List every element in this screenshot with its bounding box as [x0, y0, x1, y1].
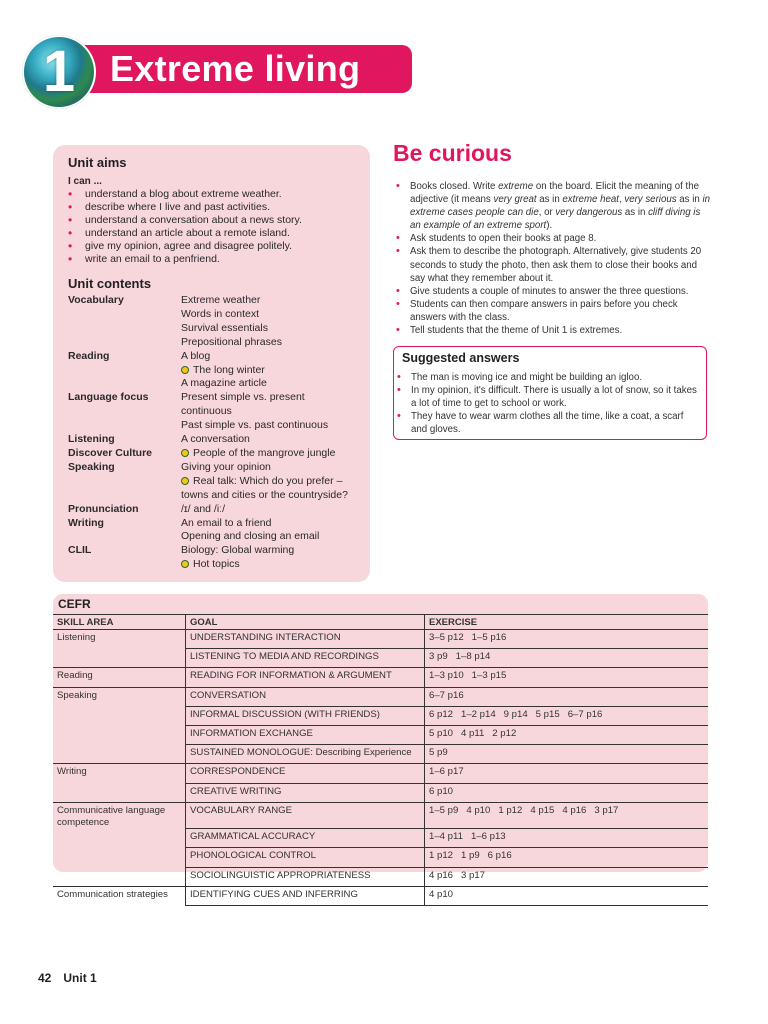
contents-value-text: A magazine article [181, 377, 267, 390]
table-header-row [53, 615, 708, 630]
contents-row [68, 517, 368, 531]
contents-value-text: Survival essentials [181, 321, 268, 334]
unit-aims-panel [53, 145, 370, 582]
cell-goal: READING FOR INFORMATION & ARGUMENT [186, 668, 425, 687]
contents-label [68, 475, 181, 489]
cell-exercise: 1–5 p9 4 p10 1 p12 4 p15 4 p16 3 p17 [425, 802, 709, 829]
list-item: • understand an article about a remote island. [68, 227, 302, 240]
list-item: • Students can then compare answers in pairs before you check answers with the class. [393, 298, 711, 324]
footer-unit-label: Unit 1 [63, 971, 97, 985]
suggested-answers-list [394, 371, 699, 436]
cell-exercise: 3–5 p12 1–5 p16 [425, 630, 709, 649]
contents-row [68, 447, 368, 461]
cell-skill-area [53, 649, 186, 668]
contents-label [68, 364, 181, 378]
cell-exercise: 6 p12 1–2 p14 9 p14 5 p15 6–7 p16 [425, 706, 709, 725]
cell-exercise: 6–7 p16 [425, 687, 709, 706]
contents-label [68, 322, 181, 336]
cell-skill-area [53, 867, 186, 886]
list-item: • understand a conversation about a news story. [68, 214, 302, 227]
cell-goal: UNDERSTANDING INTERACTION [186, 630, 425, 649]
list-item: • understand a blog about extreme weather. [68, 188, 302, 201]
contents-value [181, 517, 368, 531]
cell-skill-area [53, 745, 186, 764]
contents-value [181, 308, 368, 322]
cell-goal: CORRESPONDENCE [186, 764, 425, 783]
unit-contents-heading: Unit contents [68, 276, 152, 291]
cell-goal: LISTENING TO MEDIA AND RECORDINGS [186, 649, 425, 668]
unit-aims-intro: I can ... [68, 176, 102, 187]
contents-value [181, 489, 368, 503]
unit-aims-list [68, 188, 302, 266]
contents-label: CLIL [68, 544, 92, 557]
contents-row [68, 405, 368, 419]
contents-value [181, 364, 368, 378]
contents-value [181, 447, 368, 461]
cell-exercise: 6 p10 [425, 783, 709, 802]
table-row [53, 725, 708, 744]
cell-skill-area: Speaking [57, 689, 98, 701]
contents-value [181, 530, 368, 544]
video-icon [181, 560, 189, 568]
contents-row [68, 350, 368, 364]
contents-value-text: continuous [181, 405, 232, 418]
table-row [53, 848, 708, 867]
contents-value [181, 294, 368, 308]
contents-row [68, 530, 368, 544]
contents-row [68, 391, 368, 405]
contents-label: Listening [68, 433, 115, 446]
list-item: • Books closed. Write extreme on the board. Elicit the meaning of the adjective (it means very great as in extreme heat, very serious as in in extreme cases people can die, or very dangerous as in cliff diving is an example of an extreme sport). [393, 180, 711, 232]
contents-value-text: An email to a friend [181, 516, 272, 529]
list-item: • Ask students to open their books at page 8. [393, 232, 711, 245]
contents-label [68, 336, 181, 350]
contents-row [68, 503, 368, 517]
cefr-heading: CEFR [58, 597, 91, 611]
cell-exercise: 3 p9 1–8 p14 [425, 649, 709, 668]
list-item: • describe where I live and past activities. [68, 201, 302, 214]
contents-value-text: towns and cities or the countryside? [181, 488, 348, 501]
contents-row [68, 461, 368, 475]
table-row [53, 706, 708, 725]
contents-row [68, 489, 368, 503]
contents-value-text: Present simple vs. present [181, 391, 305, 404]
contents-value-text: A blog [181, 349, 211, 362]
contents-label: Reading [68, 349, 110, 362]
cell-exercise: 1 p12 1 p9 6 p16 [425, 848, 709, 867]
list-item: • Give students a couple of minutes to answer the three questions. [393, 285, 711, 298]
cell-goal: PHONOLOGICAL CONTROL [186, 848, 425, 867]
contents-row [68, 322, 368, 336]
list-item: • give my opinion, agree and disagree politely. [68, 240, 302, 253]
column-header-exercise: EXERCISE [425, 615, 709, 630]
contents-value [181, 544, 368, 558]
cell-skill-area: Communication strategies [57, 888, 168, 900]
be-curious-list [393, 180, 711, 337]
contents-label: Speaking [68, 460, 115, 473]
cell-skill-area [53, 829, 186, 848]
contents-row [68, 419, 368, 433]
contents-value-text: The long winter [193, 363, 265, 376]
contents-value-text: Past simple vs. past continuous [181, 419, 329, 432]
cefr-panel [53, 594, 708, 900]
cell-skill-area: Communicative language competence [57, 804, 166, 828]
contents-value-text: Prepositional phrases [181, 335, 282, 348]
contents-label [68, 308, 181, 322]
page-number: 42 [38, 971, 52, 985]
contents-value [181, 322, 368, 336]
cell-skill-area: Reading [53, 668, 186, 687]
cell-exercise: 5 p9 [425, 745, 709, 764]
contents-label: Language focus [68, 391, 149, 404]
table-row [53, 886, 708, 905]
cell-exercise: 4 p16 3 p17 [425, 867, 709, 886]
table-row [53, 764, 708, 783]
table-row [53, 802, 708, 829]
contents-row [68, 377, 368, 391]
unit-title-bar [62, 45, 412, 93]
contents-value [181, 405, 368, 419]
globe-icon [22, 35, 96, 109]
contents-row [68, 433, 368, 447]
contents-value-text: /ɪ/ and /iː/ [181, 502, 226, 515]
list-item: • write an email to a penfriend. [68, 253, 302, 266]
contents-row [68, 294, 368, 308]
cell-skill-area [53, 706, 186, 725]
contents-row [68, 364, 368, 378]
contents-row [68, 558, 368, 572]
cell-exercise: 5 p10 4 p11 2 p12 [425, 725, 709, 744]
cell-skill-area [53, 848, 186, 867]
cell-goal: SUSTAINED MONOLOGUE: Describing Experience [186, 745, 425, 764]
contents-value-text: Extreme weather [181, 294, 261, 306]
contents-label [68, 419, 181, 433]
suggested-answers-heading: Suggested answers [402, 351, 520, 365]
cefr-table [53, 614, 708, 906]
table-row [53, 649, 708, 668]
unit-title: Extreme living [110, 48, 361, 89]
contents-row [68, 544, 368, 558]
cell-goal: GRAMMATICAL ACCURACY [186, 829, 425, 848]
table-row [53, 867, 708, 886]
list-item: • In my opinion, it's difficult. There is usually a lot of snow, so it takes a lot of time to get to school or work. [394, 384, 699, 410]
contents-label [68, 558, 181, 572]
contents-value [181, 336, 368, 350]
contents-value-text: Words in context [181, 307, 260, 320]
table-row [53, 829, 708, 848]
contents-label: Vocabulary [68, 294, 124, 306]
contents-value [181, 433, 368, 447]
contents-label [68, 489, 181, 503]
contents-row [68, 308, 368, 322]
table-row [53, 783, 708, 802]
contents-row [68, 475, 368, 489]
cell-goal: INFORMATION EXCHANGE [186, 725, 425, 744]
video-icon [181, 477, 189, 485]
contents-value [181, 461, 368, 475]
contents-value-text: Hot topics [193, 558, 240, 571]
cell-goal: CONVERSATION [186, 687, 425, 706]
cell-goal: INFORMAL DISCUSSION (WITH FRIENDS) [186, 706, 425, 725]
contents-value [181, 419, 368, 433]
cell-goal: CREATIVE WRITING [186, 783, 425, 802]
contents-label: Writing [68, 516, 104, 529]
suggested-answers-box [393, 346, 707, 440]
contents-value [181, 377, 368, 391]
cell-exercise: 1–6 p17 [425, 764, 709, 783]
list-item: • Tell students that the theme of Unit 1 is extremes. [393, 324, 711, 337]
contents-value-text: Giving your opinion [181, 460, 271, 473]
contents-value-text: Real talk: Which do you prefer – [193, 474, 343, 487]
contents-label [68, 377, 181, 391]
column-header-skill-area: SKILL AREA [53, 615, 186, 630]
table-row [53, 630, 708, 649]
be-curious-heading: Be curious [393, 140, 512, 166]
video-icon [181, 449, 189, 457]
column-header-goal: GOAL [186, 615, 425, 630]
list-item: • Ask them to describe the photograph. Alternatively, give students 20 seconds to study the photo, then ask them to close their books and say what they remember about it. [393, 245, 711, 284]
contents-value [181, 503, 368, 517]
cell-goal: VOCABULARY RANGE [186, 802, 425, 829]
contents-value [181, 475, 368, 489]
contents-value [181, 558, 368, 572]
cell-skill-area: Writing [57, 766, 87, 778]
cell-skill-area [53, 725, 186, 744]
table-row [53, 745, 708, 764]
page-footer [38, 971, 109, 985]
contents-label: Discover Culture [68, 446, 153, 459]
video-icon [181, 366, 189, 374]
unit-contents-list [68, 294, 368, 572]
cell-goal: IDENTIFYING CUES AND INFERRING [186, 886, 425, 905]
contents-label [68, 405, 181, 419]
contents-value-text: Biology: Global warming [181, 544, 295, 557]
cell-goal: SOCIOLINGUISTIC APPROPRIATENESS [186, 867, 425, 886]
contents-value-text: People of the mangrove jungle [193, 446, 336, 459]
table-row [53, 687, 708, 706]
contents-label [68, 530, 181, 544]
contents-value-text: Opening and closing an email [181, 530, 320, 543]
cell-exercise: 1–4 p11 1–6 p13 [425, 829, 709, 848]
cell-skill-area: Listening [57, 632, 96, 643]
cell-skill-area [53, 783, 186, 802]
list-item: • The man is moving ice and might be building an igloo. [394, 371, 699, 384]
contents-label: Pronunciation [68, 502, 139, 515]
contents-value [181, 391, 368, 405]
contents-row [68, 336, 368, 350]
contents-value [181, 350, 368, 364]
table-row [53, 668, 708, 687]
cell-exercise: 1–3 p10 1–3 p15 [425, 668, 709, 687]
contents-value-text: A conversation [181, 433, 250, 446]
unit-aims-heading: Unit aims [68, 155, 127, 170]
list-item: • They have to wear warm clothes all the time, like a coat, a scarf and gloves. [394, 410, 699, 436]
cell-exercise: 4 p10 [425, 886, 709, 905]
unit-number: 1 [42, 39, 76, 104]
